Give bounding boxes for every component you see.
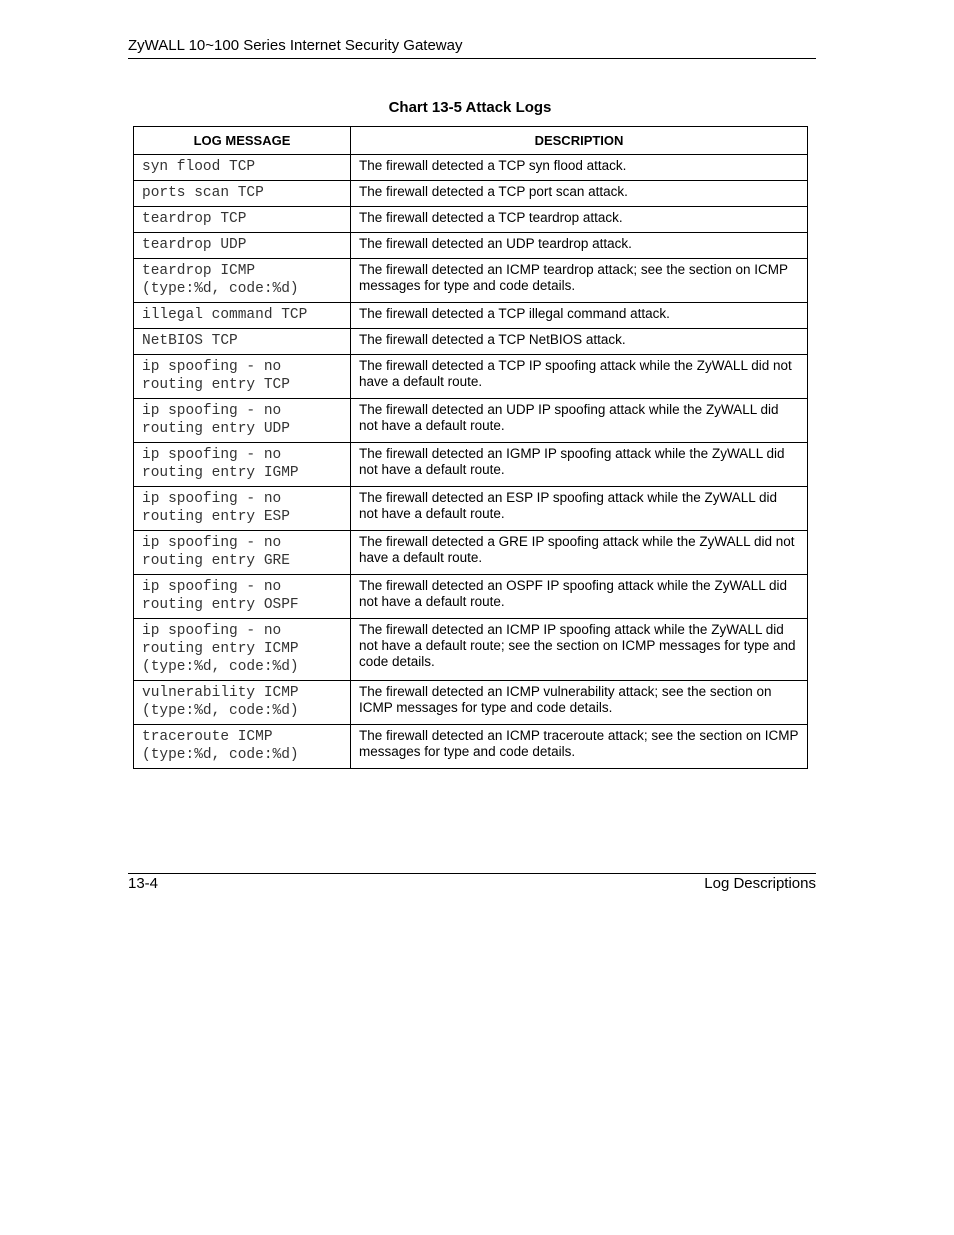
description-cell: The firewall detected a TCP illegal command attack. [351, 303, 808, 329]
log-message-cell: ports scan TCP [134, 181, 351, 207]
log-message-cell: ip spoofing - no routing entry IGMP [134, 443, 351, 487]
table-row [134, 259, 808, 303]
log-message-cell: ip spoofing - no routing entry TCP [134, 355, 351, 399]
table-row [134, 681, 808, 725]
table-row [134, 531, 808, 575]
table-row [134, 181, 808, 207]
section-name: Log Descriptions [704, 875, 816, 892]
table-row [134, 329, 808, 355]
description-cell: The firewall detected an ESP IP spoofing attack while the ZyWALL did not have a default route. [351, 487, 808, 531]
table-row [134, 619, 808, 681]
log-message-cell: syn flood TCP [134, 155, 351, 181]
log-message-cell: ip spoofing - no routing entry GRE [134, 531, 351, 575]
header-title: ZyWALL 10~100 Series Internet Security Gateway [128, 37, 463, 54]
table-row [134, 233, 808, 259]
description-cell: The firewall detected a TCP teardrop attack. [351, 207, 808, 233]
page-footer [128, 873, 816, 893]
log-message-cell: NetBIOS TCP [134, 329, 351, 355]
table-row [134, 725, 808, 769]
description-cell: The firewall detected a GRE IP spoofing attack while the ZyWALL did not have a default route. [351, 531, 808, 575]
description-cell: The firewall detected an UDP IP spoofing attack while the ZyWALL did not have a default route. [351, 399, 808, 443]
log-message-cell: ip spoofing - no routing entry ICMP (type:%d, code:%d) [134, 619, 351, 681]
column-header-description: DESCRIPTION [351, 127, 808, 155]
column-header-log-message: LOG MESSAGE [134, 127, 351, 155]
table-row [134, 207, 808, 233]
chart-title: Chart 13-5 Attack Logs [388, 99, 552, 116]
table-row [134, 487, 808, 531]
description-cell: The firewall detected an ICMP traceroute attack; see the section on ICMP messages for type and code details. [351, 725, 808, 769]
description-cell: The firewall detected a TCP syn flood attack. [351, 155, 808, 181]
description-cell: The firewall detected an ICMP teardrop attack; see the section on ICMP messages for type and code details. [351, 259, 808, 303]
description-cell: The firewall detected a TCP port scan attack. [351, 181, 808, 207]
page-number: 13-4 [128, 875, 159, 892]
table-row [134, 575, 808, 619]
table-row [134, 443, 808, 487]
description-cell: The firewall detected an ICMP IP spoofing attack while the ZyWALL did not have a default route; see the section on ICMP messages for type and code details. [351, 619, 808, 681]
log-message-cell: teardrop UDP [134, 233, 351, 259]
attack-logs-table [133, 126, 808, 769]
description-cell: The firewall detected an ICMP vulnerability attack; see the section on ICMP messages for type and code details. [351, 681, 808, 725]
description-cell: The firewall detected an UDP teardrop attack. [351, 233, 808, 259]
table-header-row [134, 127, 808, 155]
description-cell: The firewall detected an OSPF IP spoofing attack while the ZyWALL did not have a default route. [351, 575, 808, 619]
table-row [134, 355, 808, 399]
log-message-cell: teardrop ICMP (type:%d, code:%d) [134, 259, 351, 303]
log-message-cell: ip spoofing - no routing entry UDP [134, 399, 351, 443]
table-row [134, 155, 808, 181]
log-message-cell: teardrop TCP [134, 207, 351, 233]
page-header [128, 37, 816, 59]
description-cell: The firewall detected a TCP IP spoofing attack while the ZyWALL did not have a default route. [351, 355, 808, 399]
table-row [134, 399, 808, 443]
log-message-cell: ip spoofing - no routing entry OSPF [134, 575, 351, 619]
log-message-cell: vulnerability ICMP (type:%d, code:%d) [134, 681, 351, 725]
log-message-cell: ip spoofing - no routing entry ESP [134, 487, 351, 531]
table-row [134, 303, 808, 329]
log-message-cell: traceroute ICMP (type:%d, code:%d) [134, 725, 351, 769]
description-cell: The firewall detected an IGMP IP spoofing attack while the ZyWALL did not have a default route. [351, 443, 808, 487]
log-message-cell: illegal command TCP [134, 303, 351, 329]
description-cell: The firewall detected a TCP NetBIOS attack. [351, 329, 808, 355]
